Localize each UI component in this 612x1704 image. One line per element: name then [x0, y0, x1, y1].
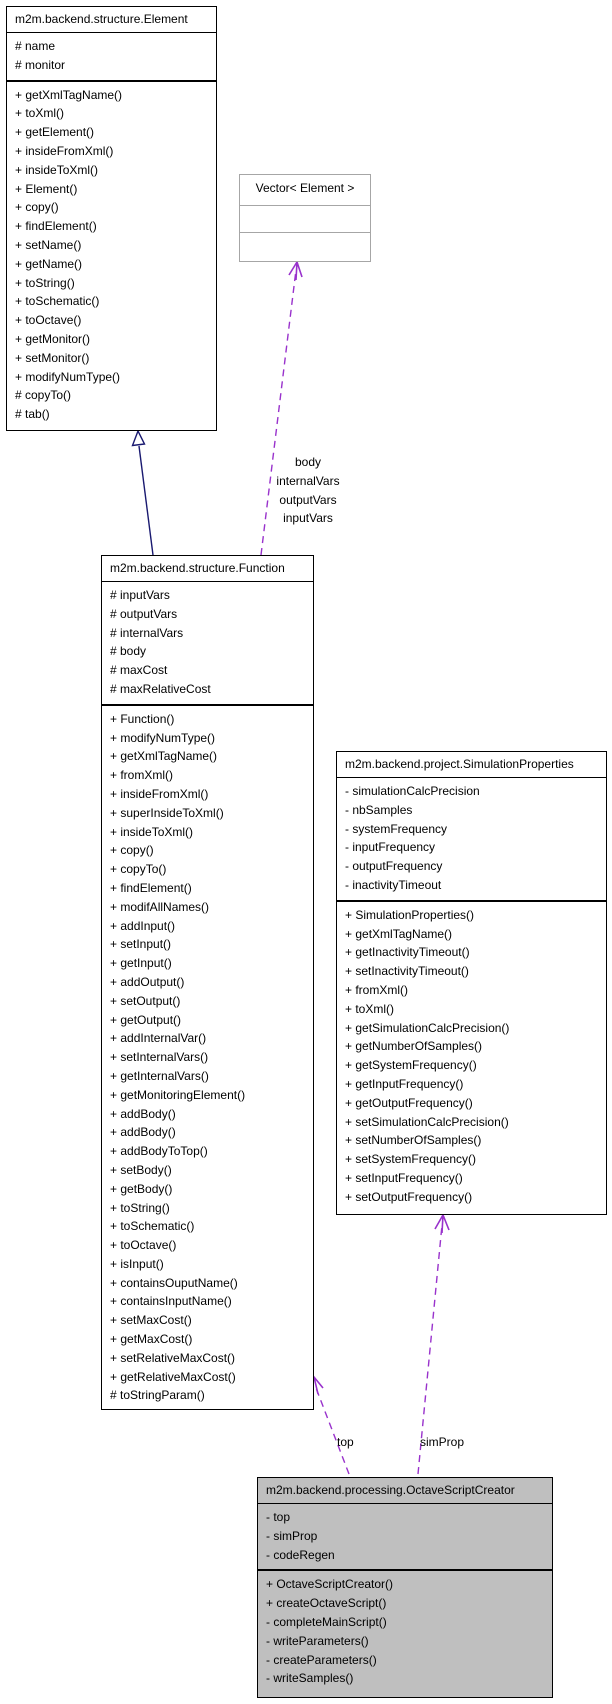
association-edge-octave-function: [316, 1388, 349, 1474]
class-operation: + modifyNumType(): [110, 730, 216, 745]
class-operation: + fromXml(): [345, 982, 408, 997]
attributes-section: [258, 1503, 552, 1569]
class-attribute: - simProp: [266, 1528, 318, 1543]
class-name: Vector< Element >: [255, 181, 355, 195]
class-element: [6, 6, 217, 431]
class-operation: + toXml(): [15, 106, 65, 121]
class-operation: # tab(): [15, 407, 50, 422]
class-operation: + getName(): [15, 256, 83, 271]
class-operation: + getXmlTagName(): [345, 926, 453, 941]
class-attribute: # maxRelativeCost: [110, 681, 211, 696]
class-operation: + setName(): [15, 237, 82, 252]
class-operation: + addBodyToTop(): [110, 1144, 208, 1159]
operations-section: [240, 232, 370, 259]
class-operation: + modifAllNames(): [110, 899, 210, 914]
class-attribute: # body: [110, 644, 147, 659]
class-name: m2m.backend.structure.Element: [15, 12, 188, 26]
class-name: m2m.backend.project.SimulationProperties: [345, 757, 574, 771]
class-operation: + toOctave(): [110, 1238, 177, 1253]
class-operation: + toString(): [15, 275, 75, 290]
class-operation: + fromXml(): [110, 768, 173, 783]
class-operation: - createParameters(): [266, 1652, 377, 1667]
edge-label-simprop: simProp: [420, 1435, 465, 1449]
class-operation: + getXmlTagName(): [15, 87, 123, 102]
class-operation: + getSimulationCalcPrecision(): [345, 1020, 510, 1035]
class-operation: + SimulationProperties(): [345, 907, 475, 922]
class-operation: + getRelativeMaxCost(): [110, 1369, 236, 1384]
class-operation: + insideToXml(): [15, 162, 99, 177]
class-operation: + getInternalVars(): [110, 1068, 209, 1083]
class-operation: + getXmlTagName(): [110, 749, 218, 764]
class-operation: + modifyNumType(): [15, 369, 121, 384]
class-operation: + copyTo(): [110, 862, 167, 877]
class-operation: + getMonitor(): [15, 331, 91, 346]
class-function: [101, 555, 314, 1410]
class-attribute: # inputVars: [110, 588, 170, 602]
class-operation: - completeMainScript(): [266, 1614, 387, 1629]
class-operation: + addBody(): [110, 1125, 176, 1140]
class-operation: + toSchematic(): [110, 1219, 195, 1234]
operations-section: [337, 900, 606, 1212]
class-operation: + copy(): [110, 843, 154, 858]
class-operation: + setInternalVars(): [110, 1050, 209, 1065]
class-operation: + insideFromXml(): [15, 143, 114, 158]
class-operation: + Element(): [15, 181, 78, 196]
class-operation: + getInput(): [110, 956, 172, 971]
class-operation: + setSimulationCalcPrecision(): [345, 1114, 509, 1129]
class-operation: + superInsideToXml(): [110, 805, 224, 820]
edge-label-function-vector: [270, 453, 346, 528]
class-operation: + insideToXml(): [110, 824, 194, 839]
edge-label-internal-vars: internalVars: [276, 473, 340, 488]
attributes-section: [102, 581, 313, 704]
association-arrowhead-vector: [289, 262, 302, 280]
class-operation: + containsOuputName(): [110, 1275, 238, 1290]
class-operation: - writeParameters(): [266, 1633, 369, 1648]
class-operation: + addOutput(): [110, 974, 185, 989]
class-operation: + getInputFrequency(): [345, 1076, 464, 1091]
class-attribute: - systemFrequency: [345, 821, 448, 836]
class-operation: + setInput(): [110, 937, 172, 952]
class-attribute: - inactivityTimeout: [345, 877, 442, 892]
attributes-section: [7, 32, 216, 80]
class-attribute: # name: [15, 39, 56, 53]
class-operation: # toStringParam(): [110, 1388, 205, 1403]
class-operation: + createOctaveScript(): [266, 1596, 387, 1611]
class-operation: + getInactivityTimeout(): [345, 945, 470, 960]
operations-section: [258, 1569, 552, 1693]
class-operation: + toSchematic(): [15, 294, 100, 309]
class-operation: + setMonitor(): [15, 350, 90, 365]
class-operation: - writeSamples(): [266, 1671, 354, 1686]
edge-label-output-vars: outputVars: [279, 492, 337, 507]
inheritance-arrowhead: [133, 431, 145, 446]
class-operation: + findElement(): [15, 219, 97, 234]
class-attribute: - simulationCalcPrecision: [345, 784, 480, 798]
class-operation: + toXml(): [345, 1001, 395, 1016]
class-operation: + getMaxCost(): [110, 1332, 193, 1347]
attributes-section: [240, 205, 370, 232]
class-operation: + setInactivityTimeout(): [345, 964, 469, 979]
class-name: m2m.backend.structure.Function: [110, 561, 285, 575]
operations-section: [102, 704, 313, 1410]
class-operation: + getOutput(): [110, 1012, 182, 1027]
class-operation: + getBody(): [110, 1181, 173, 1196]
class-operation: + getOutputFrequency(): [345, 1095, 473, 1110]
class-operation: + setSystemFrequency(): [345, 1152, 477, 1167]
class-operation: + containsInputName(): [110, 1294, 232, 1309]
class-operation: + setNumberOfSamples(): [345, 1133, 482, 1148]
attributes-section: [337, 777, 606, 900]
class-attribute: - nbSamples: [345, 802, 413, 817]
class-attribute: # outputVars: [110, 606, 178, 621]
class-operation: + getElement(): [15, 125, 95, 140]
class-operation: + copy(): [15, 200, 59, 215]
class-operation: + insideFromXml(): [110, 786, 209, 801]
class-operation: + addBody(): [110, 1106, 176, 1121]
association-arrowhead-simprops: [435, 1215, 449, 1233]
class-simulation-properties: [336, 751, 607, 1215]
class-attribute: # maxCost: [110, 663, 168, 678]
edge-label-input-vars: inputVars: [283, 511, 333, 526]
class-operation: + isInput(): [110, 1256, 164, 1271]
class-attribute: - codeRegen: [266, 1547, 335, 1562]
edge-label-body: body: [294, 455, 322, 469]
class-operation: + setInputFrequency(): [345, 1170, 463, 1185]
class-attribute: # monitor: [15, 57, 66, 72]
class-operation: + setBody(): [110, 1162, 172, 1177]
class-attribute: - inputFrequency: [345, 840, 436, 855]
class-operation: + Function(): [110, 711, 175, 726]
class-vector-element: [239, 174, 371, 262]
class-attribute: - outputFrequency: [345, 859, 443, 874]
class-operation: # copyTo(): [15, 388, 72, 403]
class-attribute: # internalVars: [110, 625, 184, 640]
class-operation: + addInput(): [110, 918, 176, 933]
class-octave-script-creator: [257, 1477, 553, 1698]
operations-section: [7, 80, 216, 429]
class-operation: + getSystemFrequency(): [345, 1058, 477, 1073]
edge-label-top: top: [337, 1435, 354, 1449]
class-operation: + findElement(): [110, 880, 192, 895]
class-operation: + toOctave(): [15, 313, 82, 328]
inheritance-edge-function-element: [139, 446, 153, 555]
class-operation: + toString(): [110, 1200, 170, 1215]
class-name: m2m.backend.processing.OctaveScriptCreator: [266, 1483, 515, 1497]
class-operation: + setOutput(): [110, 993, 181, 1008]
class-operation: + setRelativeMaxCost(): [110, 1350, 236, 1365]
class-operation: + addInternalVar(): [110, 1031, 207, 1046]
class-operation: + setOutputFrequency(): [345, 1189, 473, 1204]
class-operation: + OctaveScriptCreator(): [266, 1577, 394, 1592]
class-attribute: - top: [266, 1510, 291, 1524]
class-operation: + getMonitoringElement(): [110, 1087, 246, 1102]
class-operation: + getNumberOfSamples(): [345, 1039, 483, 1054]
class-operation: + setMaxCost(): [110, 1313, 192, 1328]
